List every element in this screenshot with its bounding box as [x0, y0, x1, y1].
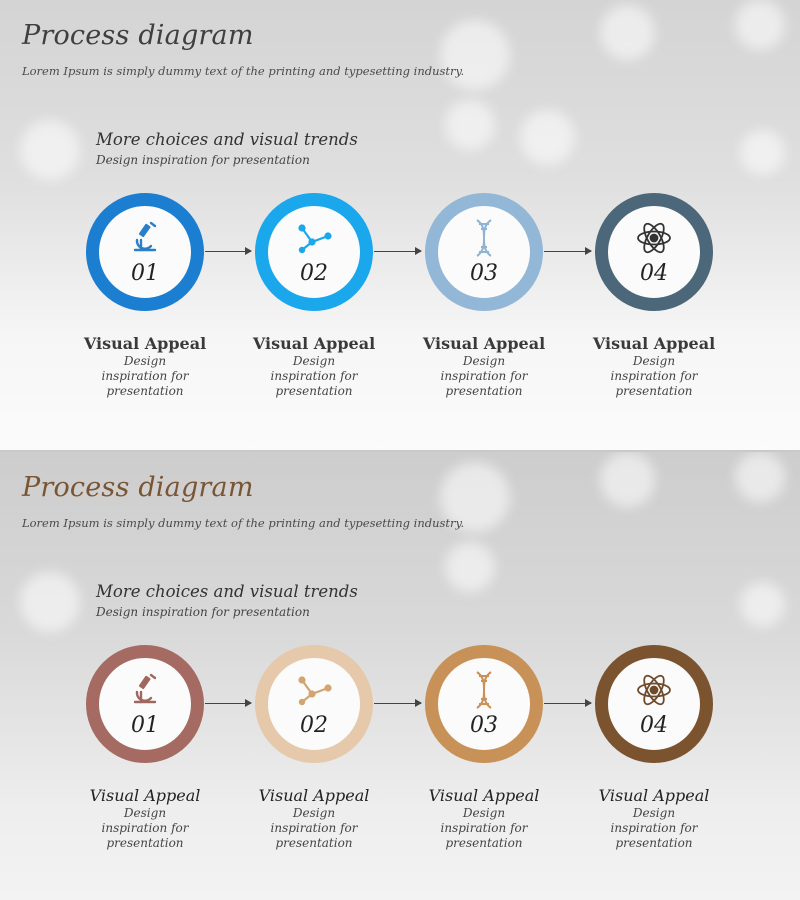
page-title: Process diagram	[22, 472, 254, 503]
step-description: Design inspiration for presentation	[270, 806, 358, 850]
flow-arrow	[374, 703, 421, 704]
step-title: Visual Appeal	[598, 786, 710, 805]
bokeh-light	[520, 110, 575, 165]
step-label-01	[70, 786, 220, 851]
bokeh-light	[740, 582, 785, 627]
step-title: Visual Appeal	[592, 334, 716, 353]
page-title: Process diagram	[22, 20, 254, 51]
bokeh-light	[445, 100, 495, 150]
bokeh-light	[20, 572, 80, 632]
flow-arrow	[544, 703, 591, 704]
bokeh-light	[600, 452, 655, 507]
step-number: 03	[470, 261, 498, 286]
step-number: 01	[131, 713, 159, 738]
atom-icon	[634, 218, 674, 258]
page-subtitle: Lorem Ipsum is simply dummy text of the printing and typesetting industry.	[22, 64, 465, 78]
step-title: Visual Appeal	[422, 334, 546, 353]
step-description: Design inspiration for presentation	[440, 354, 528, 398]
step-circle-02	[255, 193, 373, 311]
bokeh-light	[445, 542, 495, 592]
step-label-03	[409, 786, 559, 851]
step-label-02	[239, 786, 389, 851]
step-title: Visual Appeal	[252, 334, 376, 353]
bokeh-light	[440, 20, 510, 90]
step-number: 02	[300, 261, 328, 286]
microscope-icon	[125, 218, 165, 258]
flow-arrow	[374, 251, 421, 252]
section-subheading: Design inspiration for presentation	[96, 153, 310, 167]
slide-brown	[0, 450, 800, 900]
bokeh-light	[20, 120, 80, 180]
step-circle-04	[595, 193, 713, 311]
flow-arrow	[544, 251, 591, 252]
step-circle-01	[86, 193, 204, 311]
step-description: Design inspiration for presentation	[101, 806, 189, 850]
step-label-01	[70, 334, 220, 399]
step-number: 01	[131, 261, 159, 286]
step-title: Visual Appeal	[428, 786, 540, 805]
step-label-03	[409, 334, 559, 399]
step-circle-02	[255, 645, 373, 763]
bokeh-light	[735, 452, 785, 502]
molecule-nodes-icon	[294, 670, 334, 710]
step-label-02	[239, 334, 389, 399]
page-subtitle: Lorem Ipsum is simply dummy text of the printing and typesetting industry.	[22, 516, 465, 530]
section-heading: More choices and visual trends	[96, 582, 358, 601]
atom-icon	[634, 670, 674, 710]
step-circle-03	[425, 645, 543, 763]
bokeh-light	[735, 0, 785, 50]
bokeh-light	[740, 130, 785, 175]
microscope-icon	[125, 670, 165, 710]
step-description: Design inspiration for presentation	[440, 806, 528, 850]
dna-icon	[464, 670, 504, 710]
step-number: 03	[470, 713, 498, 738]
section-subheading: Design inspiration for presentation	[96, 605, 310, 619]
molecule-nodes-icon	[294, 218, 334, 258]
step-title: Visual Appeal	[83, 334, 207, 353]
step-number: 02	[300, 713, 328, 738]
step-circle-01	[86, 645, 204, 763]
step-number: 04	[640, 261, 668, 286]
step-description: Design inspiration for presentation	[610, 354, 698, 398]
step-circle-04	[595, 645, 713, 763]
step-description: Design inspiration for presentation	[270, 354, 358, 398]
dna-icon	[464, 218, 504, 258]
step-title: Visual Appeal	[258, 786, 370, 805]
step-number: 04	[640, 713, 668, 738]
flow-arrow	[205, 703, 251, 704]
step-title: Visual Appeal	[89, 786, 201, 805]
flow-arrow	[205, 251, 251, 252]
section-heading: More choices and visual trends	[96, 130, 358, 149]
step-label-04	[579, 786, 729, 851]
step-label-04	[579, 334, 729, 399]
bokeh-light	[600, 5, 655, 60]
step-description: Design inspiration for presentation	[101, 354, 189, 398]
step-description: Design inspiration for presentation	[610, 806, 698, 850]
step-circle-03	[425, 193, 543, 311]
